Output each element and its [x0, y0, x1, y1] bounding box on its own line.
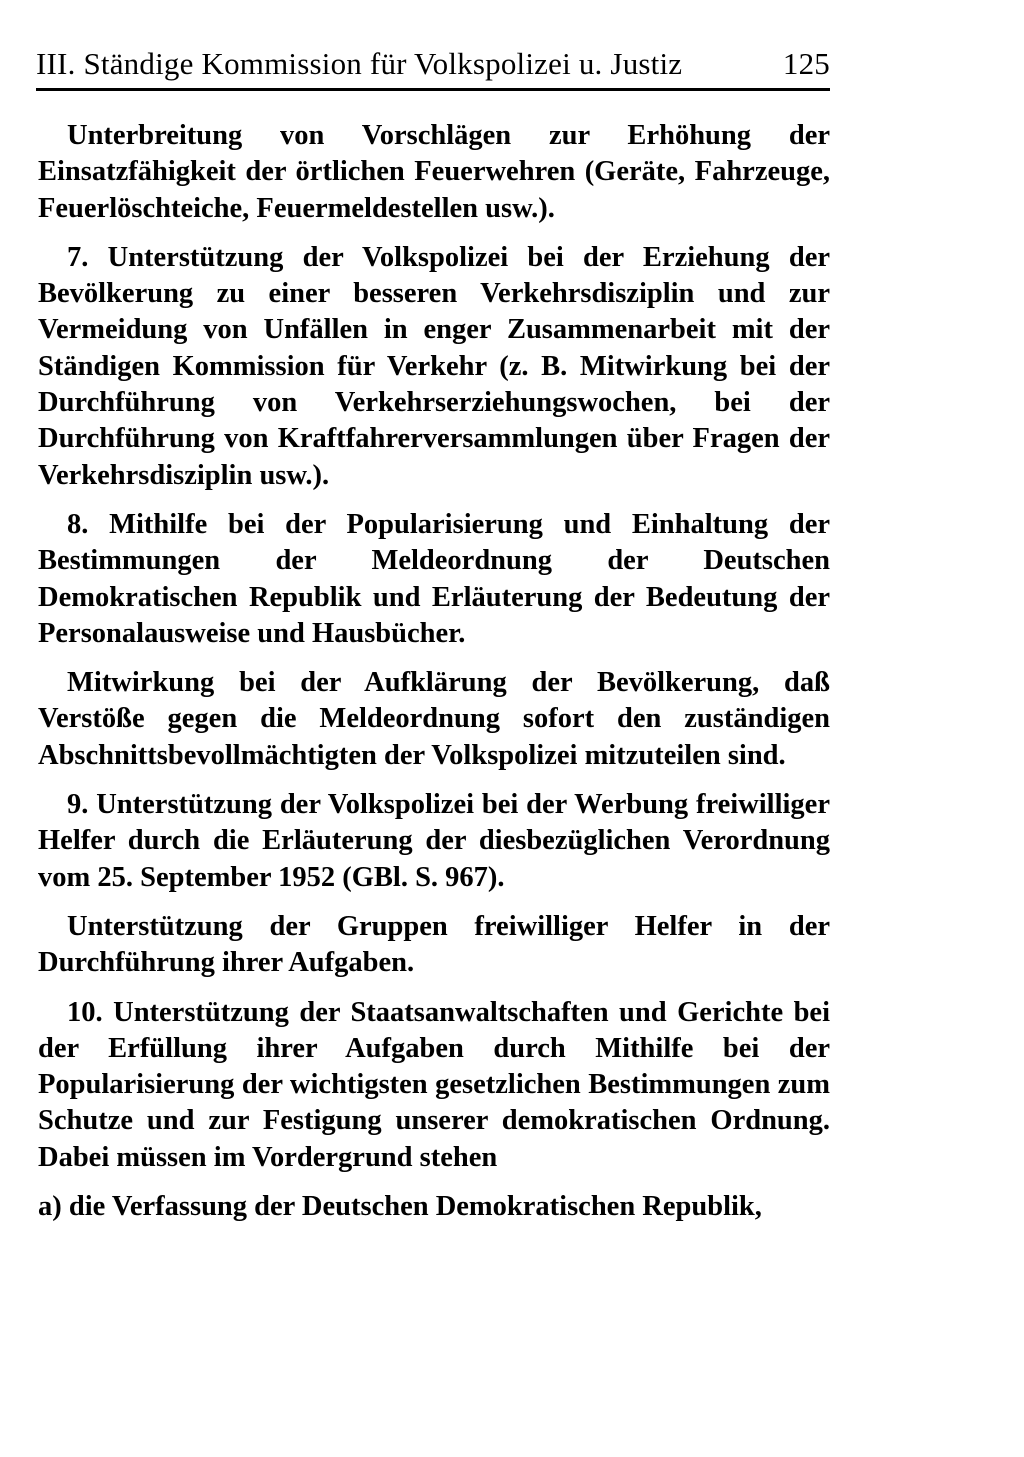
header-rule — [36, 88, 830, 91]
paragraph-item-7: 7. Unterstützung der Volkspolizei bei der Erziehung der Bevölkerung zu einer besseren Verkehrsdisziplin und zur Vermeidung von Unfällen in enger Zusammenarbeit mit der Ständigen Kommission für Verkehr (z. B. Mitwirkung bei der Durchführung von Verkehrserziehungswochen, bei der Durchführung von Kraftfahrerversammlungen über Fragen der Verkehrsdisziplin usw.). — [38, 241, 830, 491]
paragraph-fire-brigades: Unterbreitung von Vorschlägen zur Erhöhung der Einsatzfähigkeit der örtlichen Feuerwehren (Geräte, Fahrzeuge, Feuerlöschteiche, Feuermeldestellen usw.). — [38, 120, 830, 224]
body-text — [38, 118, 830, 1225]
paragraph-registration-violations: Mitwirkung bei der Aufklärung der Bevölkerung, daß Verstöße gegen die Meldeordnung sofort den zuständigen Abschnittsbevollmächtigten der Volkspolizei mitzuteilen sind. — [38, 667, 830, 771]
paragraph-item-9: 9. Unterstützung der Volkspolizei bei der Werbung freiwilliger Helfer durch die Erläuterung der diesbezüglichen Verordnung vom 25. September 1952 (GBl. S. 967). — [38, 789, 830, 893]
running-header-title: III. Ständige Kommission für Volkspolizei u. Justiz — [36, 46, 683, 81]
page-number: 125 — [782, 46, 830, 81]
paragraph-item-8: 8. Mithilfe bei der Popularisierung und Einhaltung der Bestimmungen der Meldeordnung der Deutschen Demokratischen Republik und Erläuterung der Bedeutung der Personalausweise und Hausbücher. — [38, 508, 830, 649]
paragraph-volunteer-groups: Unterstützung der Gruppen freiwilliger Helfer in der Durchführung ihrer Aufgaben. — [38, 910, 830, 979]
paragraph-item-10: 10. Unterstützung der Staatsanwaltschaften und Gerichte bei der Erfüllung ihrer Aufgaben durch Mithilfe bei der Popularisierung der wichtigsten gesetzlichen Bestimmungen zum Schutze und zur Festigung unserer demokratischen Ordnung. Dabei müssen im Vordergrund stehen — [38, 996, 830, 1173]
running-header — [36, 44, 830, 84]
list-item-a: a) die Verfassung der Deutschen Demokratischen Republik, — [38, 1191, 762, 1223]
